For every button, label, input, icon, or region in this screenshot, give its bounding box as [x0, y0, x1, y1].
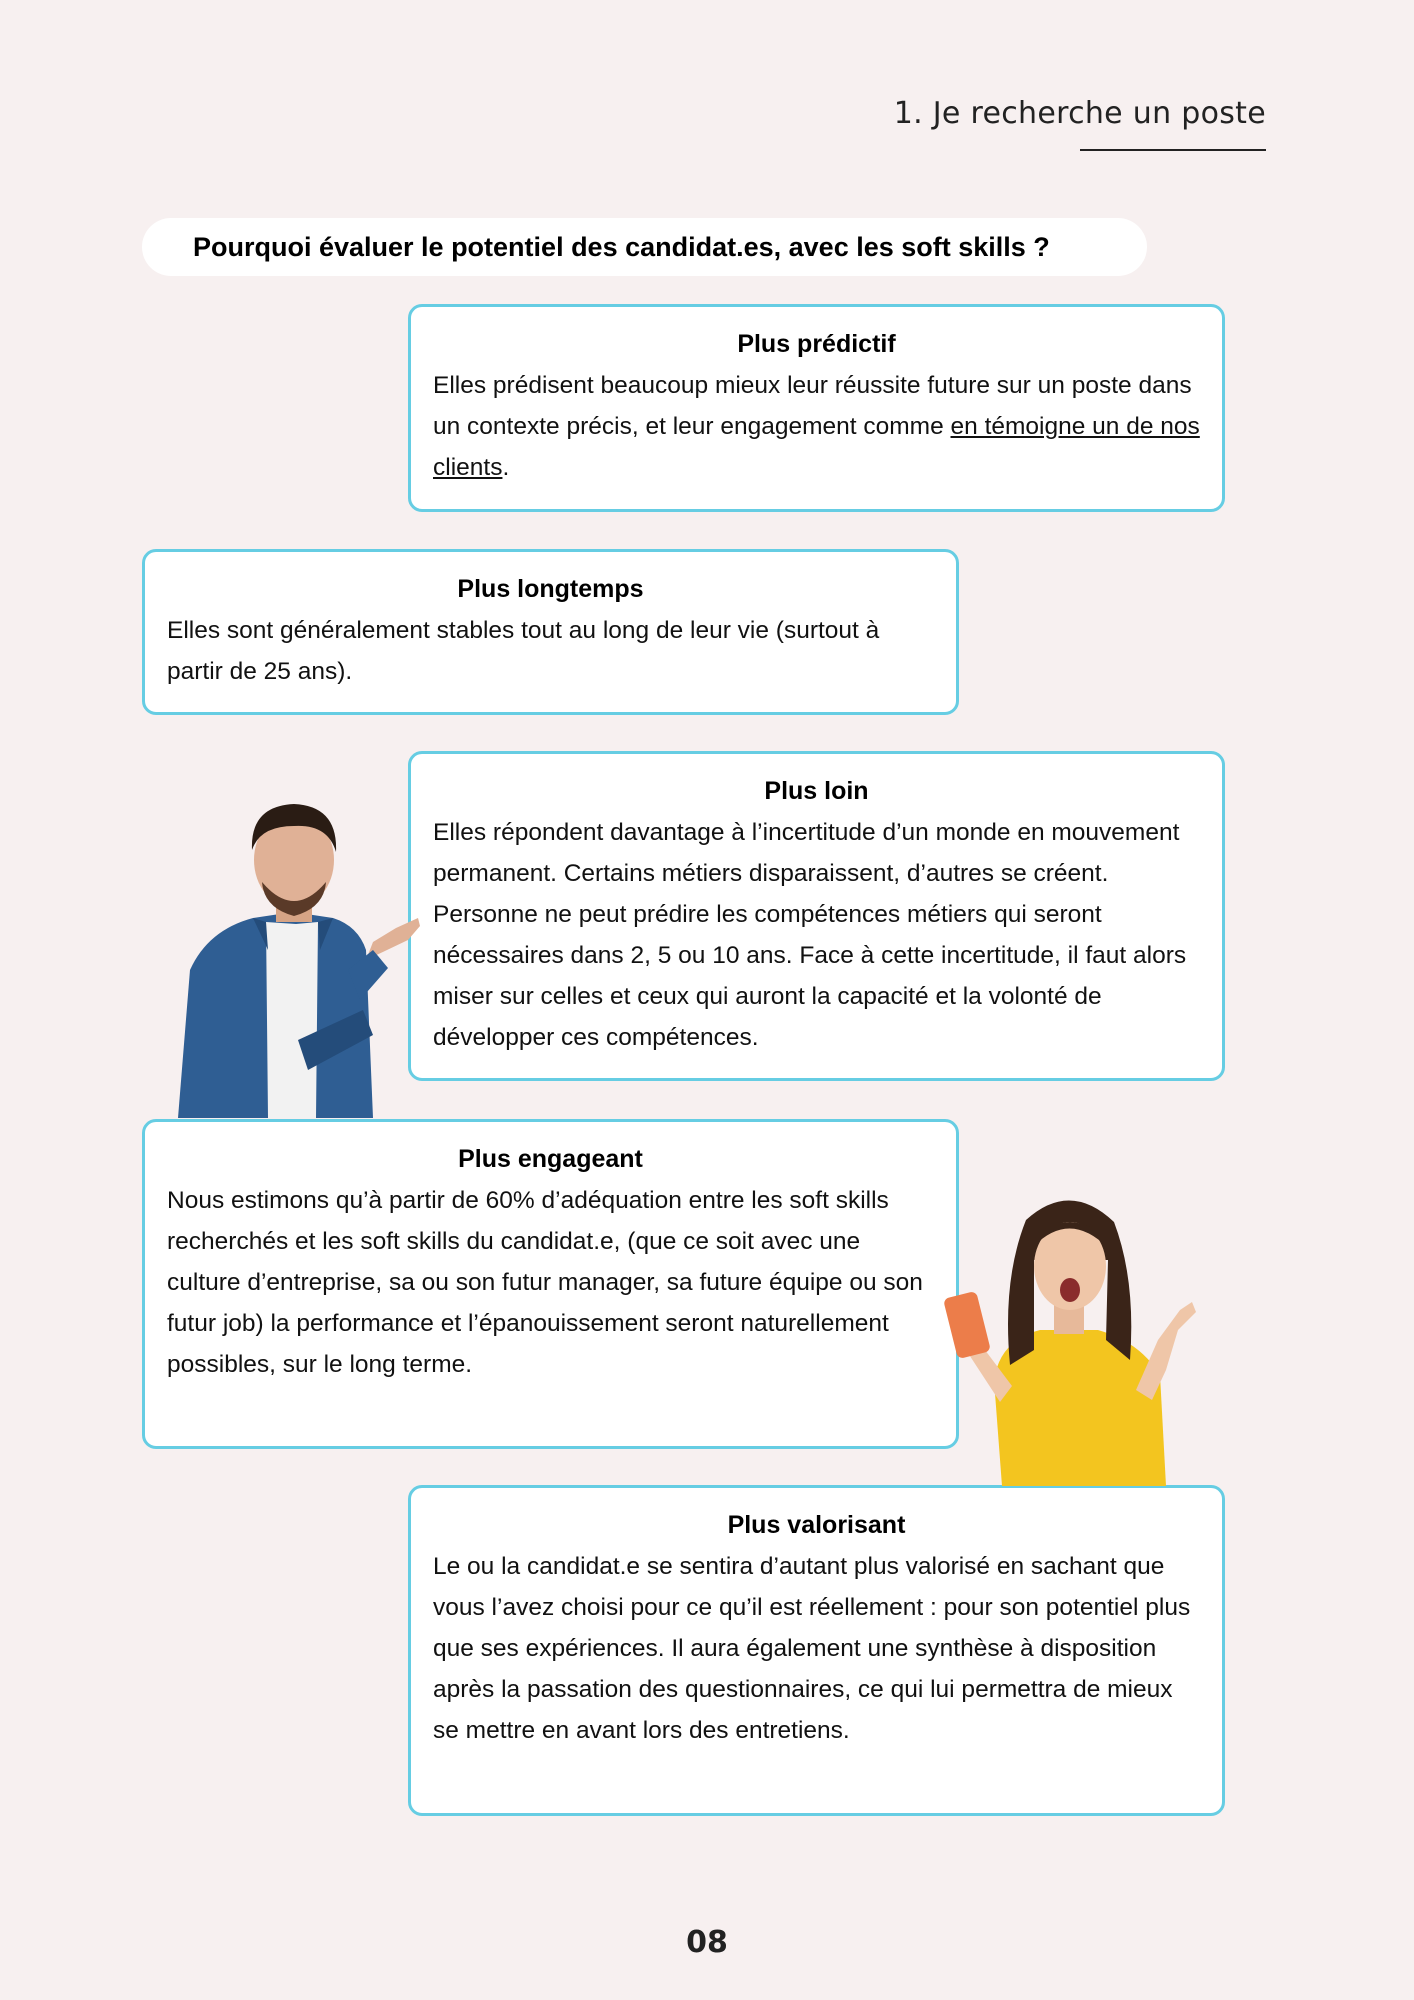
woman-phone-photo	[930, 1190, 1202, 1486]
card-text: Le ou la candidat.e se sentira d’autant plus valorisé en sachant que vous l’avez choisi pour ce qu’il est réellement : pour son potentiel plus que ses expériences. Il aura également une synthèse à disposition après la passation des questionnaires, ce qui lui permettra de mieux se mettre en avant lors des entretiens.	[433, 1553, 1191, 1744]
card-plus-valorisant	[408, 1485, 1225, 1816]
card-text: Elles prédisent beaucoup mieux leur réussite future sur un poste dans un contexte précis, et leur engagement comme en témoigne un de nos clients.	[433, 372, 1200, 481]
client-testimonial-link[interactable]: en témoigne un de nos clients	[433, 413, 1200, 481]
section-underline	[1080, 149, 1266, 151]
card-title: Plus valorisant	[727, 1511, 906, 1539]
card-text: Elles sont généralement stables tout au long de leur vie (surtout à partir de 25 ans).	[167, 617, 880, 685]
section-title: 1. Je recherche un poste	[893, 96, 1266, 131]
question-heading: Pourquoi évaluer le potentiel des candidat.es, avec les soft skills ?	[142, 218, 1147, 276]
card-title: Plus prédictif	[737, 330, 896, 358]
card-plus-predictif	[408, 304, 1225, 512]
card-text: Elles répondent davantage à l’incertitude d’un monde en mouvement permanent. Certains métiers disparaissent, d’autres se créent. Personne ne peut prédire les compétences métiers qui seront nécessaires dans 2, 5 ou 10 ans. Face à cette incertitude, il faut alors miser sur celles et ceux qui auront la capacité et la volonté de développer ces compétences.	[433, 819, 1187, 1051]
card-plus-engageant	[142, 1119, 959, 1449]
card-title: Plus longtemps	[457, 575, 644, 603]
card-text: Nous estimons qu’à partir de 60% d’adéquation entre les soft skills recherchés et les soft skills du candidat.e, (que ce soit avec une culture d’entreprise, sa ou son futur manager, sa future équipe ou son futur job) la performance et l’épanouissement seront naturellement possibles, sur le long terme.	[167, 1187, 923, 1378]
card-plus-loin	[408, 751, 1225, 1081]
man-pointing-photo	[168, 800, 428, 1118]
card-title: Plus loin	[764, 777, 869, 805]
card-title: Plus engageant	[458, 1145, 643, 1173]
page-number: 08	[686, 1925, 728, 1960]
card-plus-longtemps	[142, 549, 959, 715]
